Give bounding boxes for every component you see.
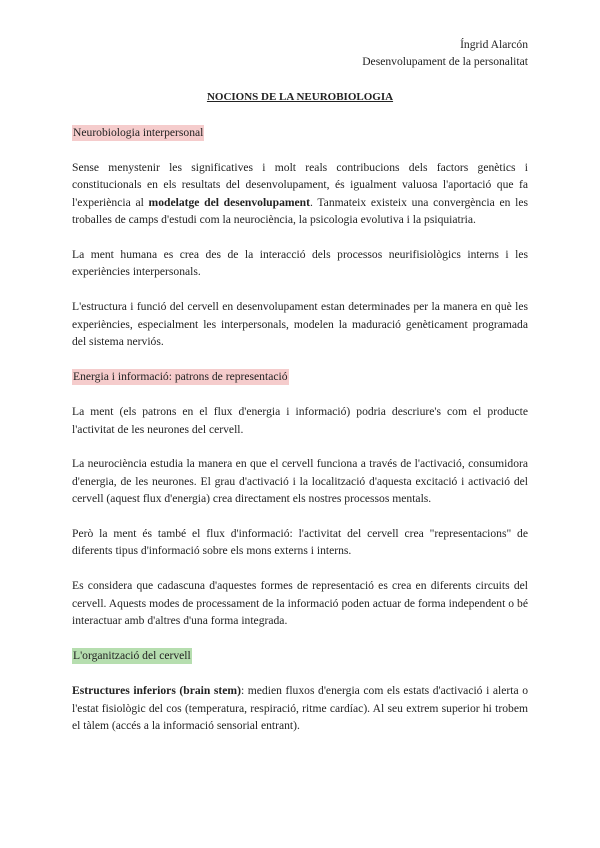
course-name: Desenvolupament de la personalitat	[362, 55, 528, 69]
paragraph: Es considera que cadascuna d'aquestes formes de representació es crea en diferents circuits del cervell. Aquests modes de processament de la informació poden actuar de forma independent o bé interactuar amb d'altres d'una forma integrada.	[72, 579, 528, 628]
section-heading-organitzacio: L'organització del cervell	[73, 649, 191, 663]
text: . Tanmateix existeix una convergència en les troballes de camps d'estudi com la neurociència, la psicologia evolutiva i la psiquiatria.	[72, 195, 528, 227]
text: : medien fluxos d'energia com els estats d'activació i alerta o l'estat fisiològic del cos (temperatura, respiració, ritme cardíac). Al seu extrem superior hi trobem el tàlem (accés a la informació sensorial entrant).	[72, 684, 528, 733]
bold-text: Estructures inferiors (brain stem)	[72, 684, 241, 698]
paragraph	[72, 159, 528, 229]
text: Sense menystenir les significatives i molt reals contribucions dels factors genètics i constitucionals en els resultats del desenvolupament, és igualment valuosa l'aportació que fa l'experiència al	[72, 161, 528, 209]
section-heading-energia: Energia i informació: patrons de representació	[73, 370, 288, 384]
paragraph: L'estructura i funció del cervell en desenvolupament estan determinades per la manera en què les experiències, especialment les interpersonals, modelen la maduració genèticament programada del sistema nerviós.	[72, 300, 528, 349]
document-header	[72, 36, 528, 71]
document-title: NOCIONS DE LA NEUROBIOLOGIA	[206, 90, 394, 103]
bold-text: modelatge del desenvolupament	[148, 195, 310, 209]
document-page	[72, 36, 528, 735]
section-heading-neurobiologia: Neurobiologia interpersonal	[73, 126, 204, 140]
author-name: Íngrid Alarcón	[460, 38, 528, 51]
paragraph: La neurociència estudia la manera en que el cervell funciona a través de l'activació, consumidora d'energia, de les neurones. El grau d'activació i la localització d'aquesta excitació i activació del cervell (aquest flux d'energia) crea directament els nostres processos mentals.	[72, 457, 528, 506]
paragraph: La ment (els patrons en el flux d'energia i informació) podria descriure's com el producte l'activitat de les neurones del cervell.	[72, 405, 528, 436]
paragraph: La ment humana es crea des de la interacció dels processos neurifisiològics interns i les experiències interpersonals.	[72, 248, 528, 279]
paragraph	[72, 682, 528, 734]
paragraph: Però la ment és també el flux d'informació: l'activitat del cervell crea "representacions" de diferents tipus d'informació sobre els mons externs i interns.	[72, 527, 528, 558]
